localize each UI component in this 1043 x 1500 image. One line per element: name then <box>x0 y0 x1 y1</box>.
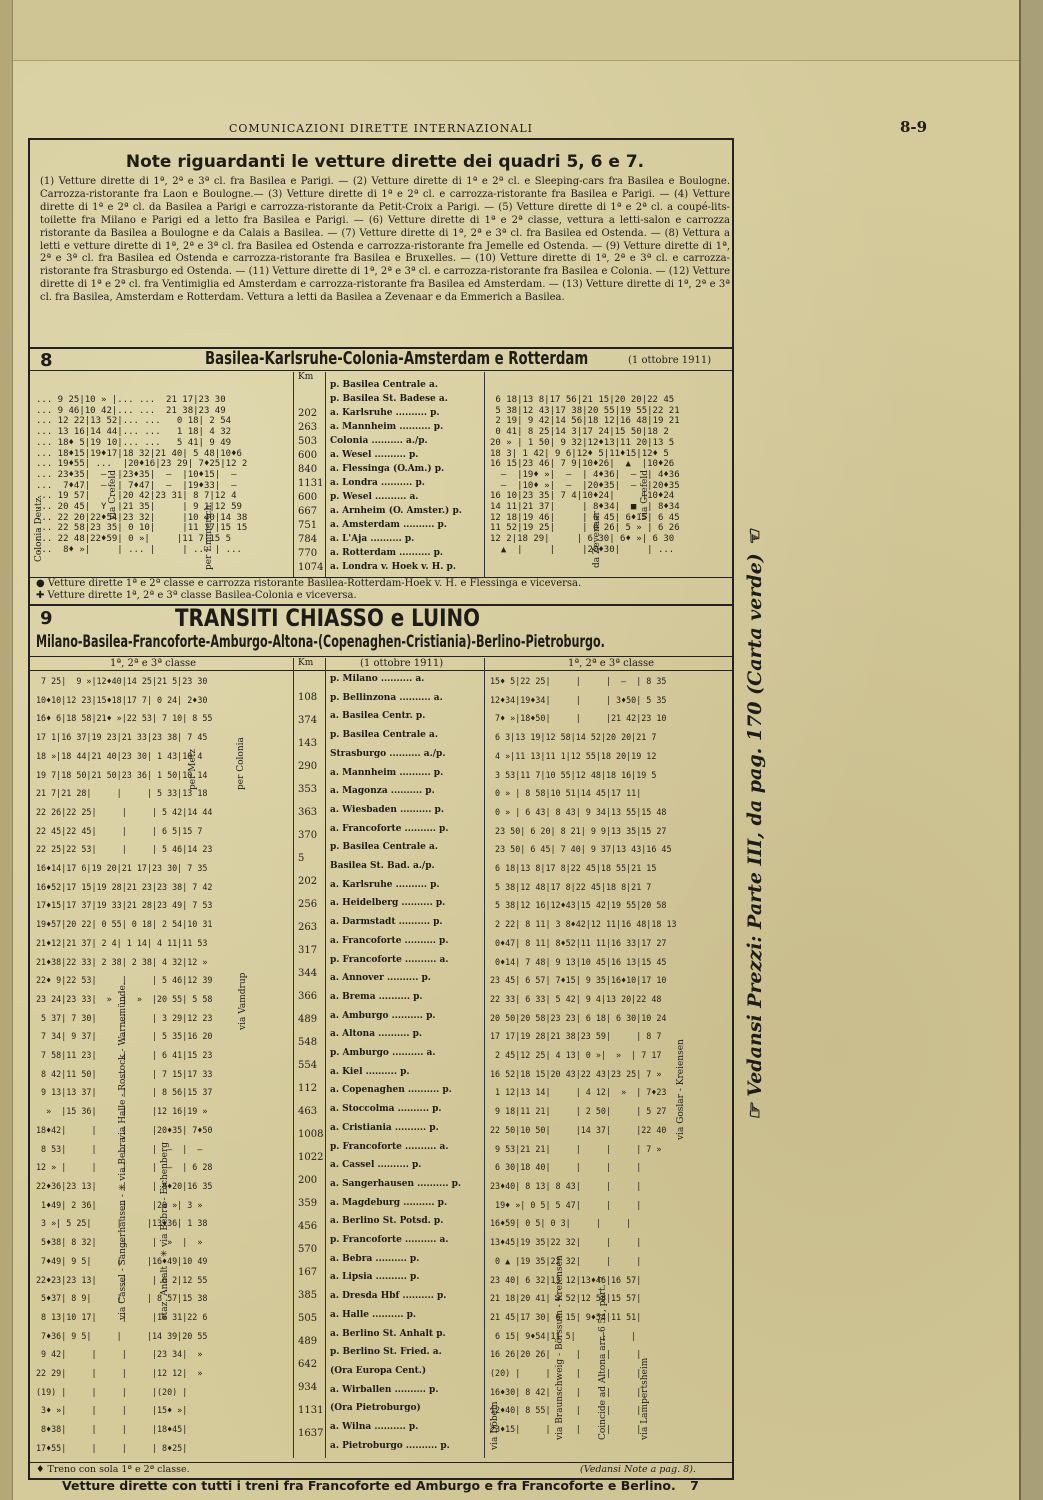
station-name: p. Wesel .......... a. <box>330 492 419 502</box>
station-name: Colonia .......... a./p. <box>330 436 428 446</box>
station-name: p. Francoforte .......... a. <box>330 954 449 965</box>
km-value: 256 <box>298 899 318 910</box>
km-value: 770 <box>298 548 318 559</box>
side-label: via Lampertsheim <box>640 1357 650 1440</box>
station-name: a. Mannheim .......... p. <box>330 422 444 432</box>
station-name: a. Brema .......... p. <box>330 991 423 1002</box>
km-value: 503 <box>298 436 318 447</box>
station-name: a. Halle .......... p. <box>330 1309 417 1320</box>
table8-times-left: ... 9 25|10 » |... ... 21 17|23 30 ... 9 46|10 42|... ... 21 38|23 49 ... 12 22|13 52|... ... 0 18| 2 54 ... 13 16|14 44|... ... 1 18| 4 32 ... 18♦ 5|19 10|... ... 5 41| 9 49 ... 18♦15|19♦17|18 32|21 40| 5 48|10♦6 ... 19♦55| ... |20♦16|23 29| 7♦25|12 2 ... 23♦35| — |23♦35| — |10♦15| — ... 7♦47| — | 7♦47| — |19♦33| — ... 19 57| |20 42|23 31| 8 7|12 4 ... 20 45| Y |21 35| | 9 1|12 59 ... 22 20|22♦54|23 32| |10 40|14 38 ... 22 58|23 35| 0 10| |11 17|15 15 ... 22 48|22♦59| 0 »| |11 7|15 5 ... 8♦ »| | ... | | ... | ... <box>36 395 248 555</box>
station-name: a. Amsterdam .......... p. <box>330 520 447 530</box>
km-value: 363 <box>298 807 318 818</box>
station-name: (Ora Europa Cent.) <box>330 1365 427 1376</box>
notes-title: Note riguardanti le vetture dirette dei quadri 5, 6 e 7. <box>125 152 645 172</box>
km-value: 263 <box>298 422 318 433</box>
binding-edge <box>0 0 13 1500</box>
station-name: a. Francoforte .......... p. <box>330 823 449 834</box>
price-reference-banner <box>741 180 769 1500</box>
km-value: 463 <box>298 1106 318 1117</box>
side-label: Coincide ad Altona arr. 6 51, part. 7 <box>598 1275 608 1440</box>
table8-date: (1 ottobre 1911) <box>628 355 712 366</box>
station-name: a. Berlino St. Anhalt p. <box>330 1328 446 1339</box>
km-value: 1022 <box>298 1152 324 1163</box>
km-value: 108 <box>298 692 318 703</box>
km-value: 1074 <box>298 562 324 573</box>
page-top-margin <box>12 0 1021 61</box>
station-name: a. Magonza .......... p. <box>330 786 435 797</box>
km-value: 1131 <box>298 478 324 489</box>
km-value: 456 <box>298 1221 318 1232</box>
table8-km-header: Km <box>298 372 314 382</box>
km-value: 317 <box>298 945 318 956</box>
km-value: 263 <box>298 922 318 933</box>
station-name: p. Basilea Centrale a. <box>330 842 438 853</box>
km-value: 1008 <box>298 1129 324 1140</box>
table9-date: (1 ottobre 1911) <box>360 658 444 669</box>
km-value: 840 <box>298 464 318 475</box>
side-label: per Metz <box>188 748 198 790</box>
table9-divider <box>293 658 294 1458</box>
km-value: 554 <box>298 1060 318 1071</box>
km-value: 344 <box>298 968 318 979</box>
station-name: a. Berlino St. Potsd. p. <box>330 1216 444 1227</box>
station-name: a. Sangerhausen .......... p. <box>330 1178 462 1189</box>
table9-class-right: 1ª, 2ª e 3ª classe <box>568 658 655 669</box>
table8-legend-direct: ● Vetture dirette 1ª e 2ª classe e carrozza ristorante Basilea-Rotterdam-Hoek v. H. e Flessinga e viceversa. <box>36 578 582 589</box>
station-name: p. Basilea St. Badese a. <box>330 394 448 404</box>
km-value: 353 <box>298 784 318 795</box>
station-name: a. Wilna .......... p. <box>330 1422 419 1432</box>
station-name: p. Basilea Centrale a. <box>330 730 438 741</box>
km-value: 202 <box>298 408 318 419</box>
station-name: a. Londra .......... p. <box>330 478 425 488</box>
km-value: 667 <box>298 506 318 517</box>
station-name: a. Dresda Hbf .......... p. <box>330 1291 447 1302</box>
station-name: p. Francoforte .......... a. <box>330 1235 449 1245</box>
km-value: 167 <box>298 1267 318 1278</box>
table8-legend-colonia: ✚ Vetture dirette 1ª, 2ª e 3ª classe Basilea-Colonia e viceversa. <box>36 590 357 601</box>
km-value: 548 <box>298 1037 318 1048</box>
km-value: 202 <box>298 876 318 887</box>
station-name: a. Kiel .......... p. <box>330 1066 410 1077</box>
table8-header-rule <box>30 370 732 371</box>
side-label: via Goslar - Kreiensen <box>676 1039 686 1140</box>
table8-divider <box>293 372 294 577</box>
table9-times-right: 15♦ 5|22 25| | | — | 8 35 12♦34|19♦34| | | 3♦50| 5 35 7♦ »|18♦50| | |21 42|23 10 6 3|13 19|12 58|14 52|20 20|21 7 4 »|11 13|11 1|12 55|18 20|19 12 3 53|11 7|10 55|12 48|18 16|19 5 0 » | 8 58|10 51|14 45|17 11| 0 » | 6 43| 8 43| 9 34|13 55|15 48 23 50| 6 20| 8 21| 9 9|13 35|15 27 23 50| 6 45| 7 40| 9 37|13 43|16 45 6 18|13 8|17 8|22 45|18 55|21 15 5 38|12 48|17 8|22 45|18 8|21 7 5 38|12 16|12♦43|15 42|19 55|20 58 2 22| 8 11| 3 8♦42|12 11|16 48|18 13 0♦47| 8 11| 8♦52|11 11|16 33|17 27 0♦14| 7 48| 9 13|10 45|16 13|15 45 23 45| 6 57| 7♦15| 9 35|16♦10|17 10 22 33| 6 33| 5 42| 9 4|13 20|22 48 20 50|20 58|23 23| 6 18| 6 30|10 24 17 17|19 28|21 38|23 59| | 8 7 2 45|12 25| 4 13| 0 »| » | 7 17 16 52|18 15|20 43|22 43|23 25| 7 » 1 12|13 14| | 4 12| » | 7♦23 9 18|11 21| | 2 50| | 5 27 22 50|10 50| |14 37| |22 40 9 53|21 21| | | | 7 » 6 30|18 40| | | | 23♦40| 8 13| 8 43| | | 19♦ »| 0 5| 5 47| | | 16♦59| 0 5| 0 3| | | 13♦45|19 35|22 32| | | 0 ▲ |19 35|22 32| | | 23 40| 6 32|13 12|13♦46|16 57| 21 18|20 41| 3 52|12 58|15 57| 21 45|17 30| 6 15| 9♦54|11 51| 6 15| 9♦54|11 5| | | 16 26|20 26| | | | (20) | | | | | 16♦30| 8 42| | | | 12♦40| 8 55| | | | 23♦15| | | | | <box>490 676 677 1435</box>
station-name: a. Copenaghen .......... p. <box>330 1085 452 1096</box>
footnote-first-second-class: ♦ Treno con sola 1ª e 2ª classe. <box>36 1464 190 1475</box>
table8-times-right: 6 18|13 8|17 56|21 15|20 20|22 45 5 38|12 43|17 38|20 55|19 55|22 21 2 19| 9 42|14 56|18 12|16 48|19 21 0 41| 8 25|14 3|17 24|15 50|18 2 20 » | 1 50| 9 32|12♦13|11 20|13 5 18 3| 1 42| 9 6|12♦ 5|11♦15|12♦ 5 16 15|23 46| 7 9|10♦26| ▲ |10♦26 — |19♦ »| — | 4♦36| — | 4♦36 — |10♦ »| — |20♦35| — |20♦35 16 10|23 35| 7 4|10♦24| |10♦24 14 11|21 37| | 8♦34| ■ | 8♦34 12 18|19 46| | 6 45| 6♦15| 6 45 11 52|19 25| | 6 26| 5 » | 6 26 12 2|18 29| | 6 30| 6♦ »| 6 30 ▲ | | |20♦30| | ... <box>490 395 680 555</box>
side-label: via Vamdrup <box>238 972 248 1030</box>
bottom-note-number: 7 <box>690 1478 699 1493</box>
station-name: a. Cristiania .......... p. <box>330 1122 439 1133</box>
table9-number: 9 <box>40 608 53 629</box>
station-name: p. Milano .......... a. <box>330 674 425 684</box>
side-label: via Braunschweig - Börssum - Kreiensen <box>555 1255 565 1440</box>
km-value: 374 <box>298 715 318 726</box>
station-name: a. Lipsia .......... p. <box>330 1272 420 1283</box>
page-fore-edge <box>1019 0 1043 1500</box>
station-name: a. Karlsruhe .......... p. <box>330 408 440 418</box>
station-name: a. Magdeburg .......... p. <box>330 1197 448 1208</box>
km-value: 200 <box>298 1175 318 1186</box>
side-label: per Colonia <box>236 737 246 790</box>
station-name: p. Amburgo .......... a. <box>330 1048 436 1058</box>
station-name: Basilea St. Bad. a./p. <box>330 861 435 871</box>
km-value: 1637 <box>298 1428 324 1439</box>
running-head: COMUNICAZIONI DIRETTE INTERNAZIONALI <box>228 122 534 135</box>
price-reference-text: ☞ Vedansi Prezzi: Parte III, da pag. 170 (Carta verde) ☜ <box>744 529 766 1121</box>
table9-times-left: 7 25| 9 »|12♦40|14 25|21 5|23 30 10♦10|12 23|15♦18|17 7| 0 24| 2♦30 16♦ 6|18 58|21♦ »|22 53| 7 10| 8 55 17 1|16 37|19 23|21 33|23 38| 7 45 18 »|18 44|21 40|23 30| 1 43|10 4 19 7|18 50|21 50|23 36| 1 50|10 14 21 7|21 28| | | 5 33|13 18 22 26|22 25| | | 5 42|14 44 22 45|22 45| | | 6 5|15 7 22 25|22 53| | | 5 46|14 23 16♦14|17 6|19 20|21 17|23 30| 7 35 16♦52|17 15|19 28|21 23|23 38| 7 42 17♦15|17 37|19 33|21 28|23 49| 7 53 19♦57|20 22| 0 55| 0 18| 2 54|10 31 21♦12|21 37| 2 4| 1 14| 4 11|11 53 21♦38|22 33| 2 38| 2 38| 4 32|12 » 22♦ 9|22 53| | | 5 46|12 39 23 24|23 33| » | » |20 55| 5 58 5 37| 7 30| | | 3 29|12 23 7 34| 9 37| | | 5 35|16 20 7 58|11 23| | | 6 41|15 23 8 42|11 50| | | 7 15|17 33 9 13|13 37| | | 8 56|15 37 » |15 36| | |12 16|19 » 18♦42| | | |20♦35| 7♦50 8 53| | | | — | — 12 » | | | | — | 6 28 22♦36|23 13| | | 8♦20|16 35 1♦49| 2 36| | |20 »| 3 » 3 »| 5 25| | |13♦36| 1 38 5♦38| 8 32| | | » | » 7♦49| 9 5| | |16♦49|10 49 22♦23|23 13| | | 6 2|12 55 5♦37| 8 9| | | 8 57|15 38 8 13|10 17| | |16 31|22 6 7♦36| 9 5| | |14 39|20 55 9 42| | | |23 34| » 22 29| | | |12 12| » (19) | | | |(20) | 3♦ »| | | |15♦ »| 8♦38| | | |18♦45| 17♦55| | | | 8♦25| <box>36 676 213 1453</box>
station-name: p. Berlino St. Fried. a. <box>330 1347 442 1358</box>
station-name: a. Pietroburgo .......... p. <box>330 1440 450 1451</box>
side-label: via Crefeld <box>640 469 650 520</box>
station-name: a. Mannheim .......... p. <box>330 767 444 778</box>
table9-subheader-rule <box>30 670 732 671</box>
table9-class-left: 1ª, 2ª e 3ª classe <box>110 658 197 669</box>
km-value: 366 <box>298 991 318 1002</box>
station-name: Strasburgo .......... a./p. <box>330 748 446 759</box>
bottom-note <box>62 1478 699 1493</box>
station-name: p. Bellinzona .......... a. <box>330 692 443 703</box>
page-number: 8-9 <box>900 118 928 136</box>
table9-km-header: Km <box>298 658 314 668</box>
station-name: p. Francoforte .......... a. <box>330 1141 449 1152</box>
station-name: a. Wirballen .......... p. <box>330 1384 439 1395</box>
km-value: 1131 <box>298 1405 324 1416</box>
side-label: Colonia Deutz. <box>34 494 44 562</box>
station-name: a. Stoccolma .......... p. <box>330 1104 442 1115</box>
side-label: via Cassel - Sangerhausen - ✳ via Bebra <box>118 1137 128 1320</box>
footnote-see-notes: (Vedansi Note a pag. 8). <box>580 1464 696 1475</box>
km-value: 934 <box>298 1382 318 1393</box>
km-value: 489 <box>298 1014 318 1025</box>
table8-divider <box>484 372 485 577</box>
station-name: a. Londra v. Hoek v. H. p. <box>330 562 456 572</box>
station-name: a. Bebra .......... p. <box>330 1253 420 1264</box>
side-label: via Halle - Rostock - Warnemünde. <box>118 982 128 1140</box>
station-name: a. Basilea Centr. p. <box>330 711 426 722</box>
km-value: 751 <box>298 520 318 531</box>
notes-body: (1) Vetture dirette di 1ª, 2ª e 3ª cl. fra Basilea e Parigi. — (2) Vetture dirette di 1ª e 2ª cl. e Sleeping-cars fra Basilea e Boulogne. Carrozza-ristorante fra Laon e Boulogne.— (3) Vetture dirette di 1ª e 2ª cl. e carrozza-ristorante fra Basilea e Parigi. — (4) Vetture dirette di 1ª e 2ª cl. da Basilea a Parigi e carrozza-ristorante da Petit-Croix a Parigi. — (5) Vetture dirette di 1ª e 2ª cl. a coupé-lits-toilette fra Milano e Parigi ed a letto fra Basilea e Parigi. — (6) Vetture dirette di 1ª e 2ª classe, vettura a letti-salon e carrozza ristorante da Basilea a Boulogne e da Calais a Basilea. — (7) Vetture dirette di 1ª, 2ª e 3ª cl. fra Basilea ed Ostenda. — (8) Vettura a letti e vetture dirette di 1ª, 2ª e 3ª cl. fra Basilea ed Ostenda e carrozza-ristorante fra Jemelle ed Ostenda. — (9) Vetture dirette di 1ª, 2ª e 3ª cl. fra Basilea ed Ostenda e carrozza-ristorante fra Basilea e Bruxelles. — (10) Vetture dirette di 1ª, 2ª e 3ª cl. e carrozza-ristorante fra Strasburgo ed Ostenda. — (11) Vetture dirette di 1ª, 2ª e 3ª cl. e carrozza-ristorante fra Basilea e Colonia. — (12) Vetture dirette di 1ª e 2ª cl. fra Ventimiglia ed Amsterdam e carrozza-ristorante fra Basilea ed Amsterdam. — (13) Vetture dirette di 1ª, 2ª e 3ª cl. fra Basilea, Amsterdam e Rotterdam. Vettura a letti da Basilea a Zevenaar e da Emmerich a Basilea. <box>40 176 730 304</box>
side-label: da Zevenaar <box>592 511 602 568</box>
station-name: a. Wesel .......... p. <box>330 450 419 460</box>
km-value: 370 <box>298 830 318 841</box>
table8-title: Basilea-Karlsruhe-Colonia-Amsterdam e Rotterdam <box>205 348 589 369</box>
km-value: 359 <box>298 1198 318 1209</box>
km-value: 5 <box>298 853 305 864</box>
station-name: a. Wiesbaden .......... p. <box>330 804 444 815</box>
km-value: 642 <box>298 1359 318 1370</box>
km-value: 143 <box>298 738 318 749</box>
station-name: (Ora Pietroburgo) <box>330 1403 421 1414</box>
table8-number: 8 <box>40 350 53 371</box>
side-label: per Emmerich. <box>204 501 214 570</box>
station-name: a. Arnheim (O. Amster.) p. <box>330 506 462 516</box>
side-label: via Döbeln <box>490 1401 500 1450</box>
station-name: a. Karlsruhe .......... p. <box>330 879 440 890</box>
km-value: 600 <box>298 492 318 503</box>
station-name: a. Altona .......... p. <box>330 1029 423 1040</box>
table9-footer-rule <box>30 1462 732 1463</box>
table9-title: TRANSITI CHIASSO e LUINO <box>175 604 481 632</box>
bottom-note-text: Vetture dirette con tutti i treni fra Francoforte ed Amburgo e fra Francoforte e Berlino. <box>62 1478 676 1493</box>
km-value: 489 <box>298 1336 318 1347</box>
station-name: a. Flessinga (O.Am.) p. <box>330 464 445 474</box>
km-value: 112 <box>298 1083 318 1094</box>
side-label: via Crefeld <box>108 469 118 520</box>
station-name: a. Amburgo .......... p. <box>330 1010 436 1021</box>
km-value: 600 <box>298 450 318 461</box>
km-value: 385 <box>298 1290 318 1301</box>
station-name: a. Annover .......... p. <box>330 973 431 984</box>
table9-header-rule <box>30 656 732 657</box>
station-name: a. Francoforte .......... p. <box>330 935 449 946</box>
table9-divider <box>484 658 485 1458</box>
km-value: 290 <box>298 761 318 772</box>
station-name: p. Basilea Centrale a. <box>330 380 438 390</box>
station-name: a. Darmstadt .......... p. <box>330 917 443 928</box>
km-value: 784 <box>298 534 318 545</box>
table9-divider <box>325 658 326 1458</box>
km-value: 505 <box>298 1313 318 1324</box>
table8-divider <box>325 372 326 577</box>
side-label: staz. Anhalt - ✳ via Bebra - Eichenberg <box>160 1141 170 1320</box>
table9-route: Milano-Basilea-Francoforte-Amburgo-Altona-(Copenaghen-Cristiania)-Berlino-Pietroburgo. <box>36 632 605 652</box>
station-name: a. L'Aja .......... p. <box>330 534 415 544</box>
station-name: a. Rotterdam .......... p. <box>330 548 444 558</box>
km-value: 570 <box>298 1244 318 1255</box>
station-name: a. Heidelberg .......... p. <box>330 898 446 909</box>
station-name: a. Cassel .......... p. <box>330 1160 422 1171</box>
